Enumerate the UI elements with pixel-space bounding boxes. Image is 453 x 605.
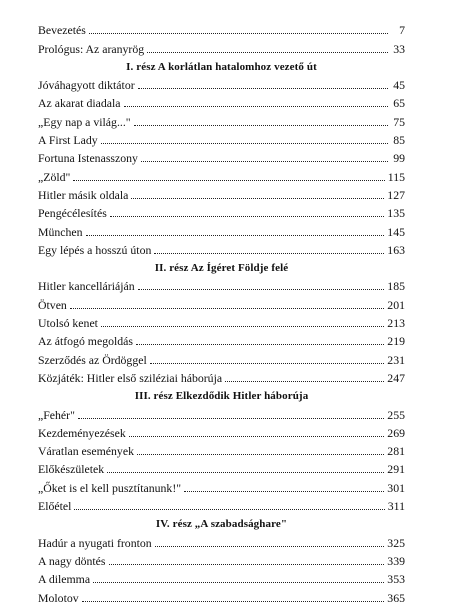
dot-leader [137, 454, 384, 455]
toc-entry[interactable] [38, 422, 405, 440]
dot-leader [107, 472, 384, 473]
dot-leader [93, 582, 384, 583]
entry-page-number: 135 [387, 206, 405, 221]
entry-page-number: 127 [387, 187, 405, 202]
dot-leader [78, 418, 384, 419]
dot-leader [150, 363, 385, 364]
entry-page-number: 65 [393, 96, 405, 111]
entry-title: Szerződés az Ördöggel [38, 352, 147, 367]
entry-title: A dilemma [38, 572, 91, 587]
toc-entry[interactable] [38, 147, 405, 165]
entry-title: A First Lady [38, 133, 98, 148]
entry-title: Az átfogó megoldás [38, 334, 134, 349]
dot-leader [89, 33, 388, 34]
dot-leader [129, 436, 385, 437]
toc-entry[interactable] [38, 367, 405, 385]
toc-entry[interactable] [38, 403, 405, 421]
entry-title: Hadúr a nyugati fronton [38, 535, 152, 550]
entry-title: Pengécélesítés [38, 206, 107, 221]
dot-leader [138, 289, 385, 290]
toc-entry[interactable] [38, 440, 405, 458]
dot-leader [141, 161, 388, 162]
entry-title: Az akarat diadala [38, 96, 121, 111]
toc-entry[interactable] [38, 74, 405, 92]
entry-page-number: 365 [387, 590, 405, 605]
dot-leader [134, 125, 388, 126]
dot-leader [101, 143, 388, 144]
toc-entry[interactable] [38, 550, 405, 568]
entry-page-number: 311 [387, 499, 405, 514]
entry-title: Fortuna Istenasszony [38, 151, 138, 166]
toc-entry[interactable] [38, 19, 405, 37]
entry-title: „Őket is el kell pusztítanunk!" [38, 480, 182, 495]
entry-title: Hitler másik oldala [38, 187, 129, 202]
entry-page-number: 85 [393, 133, 405, 148]
entry-page-number: 33 [393, 41, 405, 56]
section-heading: I. rész A korlátlan hatalomhoz vezető út [126, 60, 317, 73]
dot-leader [184, 491, 384, 492]
entry-title: Hitler kancelláriáján [38, 279, 135, 294]
toc-entry[interactable] [38, 239, 405, 257]
toc-entry[interactable] [38, 165, 405, 183]
entry-page-number: 291 [387, 462, 405, 477]
toc-entry[interactable] [38, 348, 405, 366]
entry-page-number: 115 [387, 169, 405, 184]
dot-leader [124, 106, 388, 107]
section-heading: II. rész Az Ígéret Földje felé [154, 262, 289, 275]
entry-page-number: 7 [399, 23, 405, 38]
entry-title: Váratlan események [38, 444, 134, 459]
entry-title: Egy lépés a hosszú úton [38, 242, 152, 257]
entry-page-number: 201 [387, 297, 405, 312]
toc-entry[interactable] [38, 37, 405, 55]
entry-title: München [38, 224, 83, 239]
table-of-contents [38, 19, 405, 605]
entry-title: Kezdeményezések [38, 425, 126, 440]
dot-leader [86, 235, 385, 236]
entry-page-number: 339 [387, 553, 405, 568]
entry-title: Molotov [38, 590, 79, 605]
entry-title: A nagy döntés [38, 553, 106, 568]
toc-entry[interactable] [38, 184, 405, 202]
dot-leader [131, 198, 384, 199]
entry-title: Bevezetés [38, 23, 86, 38]
dot-leader [138, 88, 388, 89]
toc-entry[interactable] [38, 220, 405, 238]
toc-entry[interactable] [38, 293, 405, 311]
entry-title: Közjáték: Hitler első sziléziai háborúja [38, 370, 223, 385]
toc-entry[interactable] [38, 92, 405, 110]
entry-page-number: 75 [393, 114, 405, 129]
entry-page-number: 281 [387, 444, 405, 459]
entry-page-number: 301 [387, 480, 405, 495]
entry-title: Utolsó kenet [38, 316, 98, 331]
entry-page-number: 163 [387, 242, 405, 257]
entry-page-number: 219 [387, 334, 405, 349]
entry-page-number: 269 [387, 425, 405, 440]
entry-title: Előkészületek [38, 462, 105, 477]
entry-title: „Zöld" [38, 169, 71, 184]
toc-entry[interactable] [38, 458, 405, 476]
entry-page-number: 213 [387, 316, 405, 331]
toc-entry[interactable] [38, 586, 405, 604]
entry-page-number: 185 [387, 279, 405, 294]
toc-entry[interactable] [38, 129, 405, 147]
entry-title: Ötven [38, 297, 67, 312]
dot-leader [110, 216, 385, 217]
toc-entry[interactable] [38, 568, 405, 586]
toc-entry[interactable] [38, 202, 405, 220]
dot-leader [136, 344, 384, 345]
entry-page-number: 45 [393, 78, 405, 93]
dot-leader [154, 253, 384, 254]
section-heading: III. rész Elkezdődik Hitler háborúja [134, 390, 309, 403]
toc-entry[interactable] [38, 275, 405, 293]
dot-leader [147, 52, 388, 53]
section-heading: IV. rész „A szabadsághare" [155, 518, 288, 531]
dot-leader [101, 326, 384, 327]
dot-leader [82, 601, 385, 602]
dot-leader [109, 564, 385, 565]
entry-title: Prológus: Az aranyrög [38, 41, 145, 56]
dot-leader [225, 381, 384, 382]
dot-leader [73, 180, 384, 181]
toc-entry[interactable] [38, 110, 405, 128]
entry-page-number: 145 [387, 224, 405, 239]
toc-entry[interactable] [38, 312, 405, 330]
dot-leader [70, 308, 384, 309]
dot-leader [74, 509, 384, 510]
entry-title: „Fehér" [38, 407, 75, 422]
entry-page-number: 255 [387, 407, 405, 422]
entry-title: Előétel [38, 499, 72, 514]
toc-entry[interactable] [38, 476, 405, 494]
toc-entry[interactable] [38, 330, 405, 348]
entry-page-number: 231 [387, 352, 405, 367]
toc-entry[interactable] [38, 495, 405, 513]
dot-leader [155, 546, 385, 547]
entry-page-number: 99 [393, 151, 405, 166]
entry-title: „Egy nap a világ..." [38, 114, 131, 129]
entry-title: Jóváhagyott diktátor [38, 78, 135, 93]
entry-page-number: 247 [387, 370, 405, 385]
entry-page-number: 353 [387, 572, 405, 587]
toc-entry[interactable] [38, 531, 405, 549]
entry-page-number: 325 [387, 535, 405, 550]
